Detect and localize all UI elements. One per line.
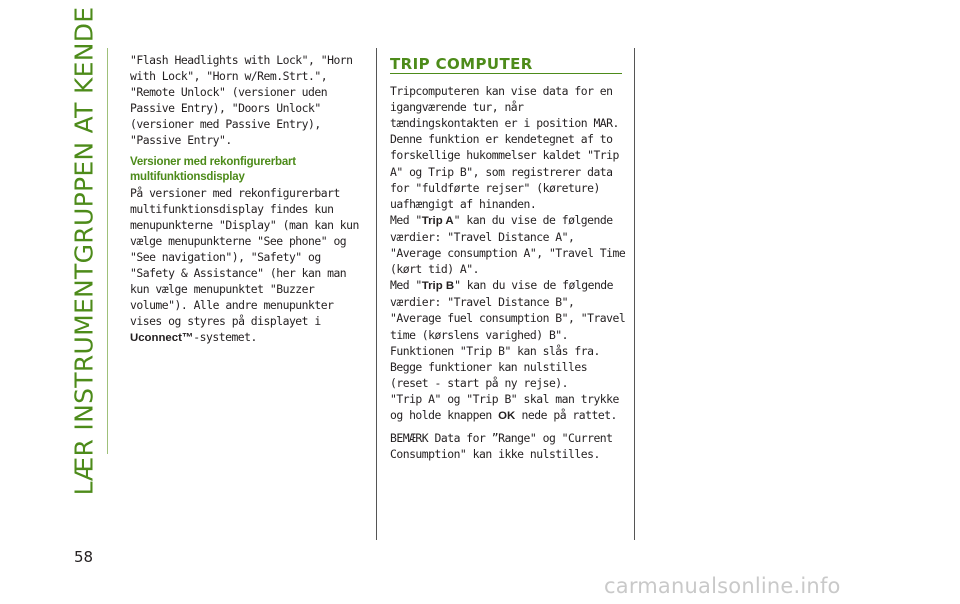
body-text: På versioner med rekonfigurerbart multifunktionsdisplay findes kun menupunkterne "Display" (man kan kun vælge menupunkterne "See phone" og "See navigation"), "Safety" og "Safety & Assistance" (her kan man kun vælge menupunktet "Buzzer volume"). Alle andre menupunkter vises og styres på displayet i [130,185,359,329]
page-number: 58 [74,548,94,566]
ok-button-paragraph [390,391,630,424]
subheading-reconfigurable-display: Versioner med rekonfigurerbart multifunktionsdisplay [130,155,296,183]
side-section-title [61,6,107,496]
trip-a-paragraph [390,212,630,277]
trip-a-prefix: Med " [390,212,422,227]
note-paragraph: BEMÆRK Data for ”Range" og "Current Consumption" kan ikke nulstilles. [390,431,613,462]
trip-b-text: " kan du vise de følgende værdier: "Travel Distance B", "Average fuel consumption B", "Travel time (kørslens varighed) B". Funktionen "Trip B" kan slås fra. [390,278,626,358]
ok-prefix: "Trip A" og "Trip B" skal man trykke og holde knappen [390,391,619,422]
ok-text: nede på rattet. [515,407,617,422]
reset-paragraph: Begge funktioner kan nulstilles (reset - start på ny rejse). [390,359,588,390]
trip-b-paragraph [390,277,630,358]
trip-a-term: Trip A [421,214,454,227]
body-text-end: -systemet. [193,330,257,345]
trip-b-term: Trip B [421,280,455,293]
trip-b-prefix: Med " [390,278,422,293]
uconnect-term: Uconnect™ [130,332,194,345]
trip-a-text: " kan du vise de følgende værdier: "Travel Distance A", "Average consumption A", "Travel Time (kørt tid) A". [390,212,626,277]
column-divider-left [376,48,377,540]
ok-term: OK [498,409,516,422]
watermark: carmanualsonline.info [604,574,841,598]
section-title-trip-computer: TRIP COMPUTER [390,56,622,74]
side-title-rule [107,48,108,454]
trip-intro-paragraph: Tripcomputeren kan vise data for en igangværende tur, når tændingskontakten er i position MAR. Denne funktion er kendetegnet af to forskellige hukommelser kaldet "Trip A" og Trip B", som registrerer data for "fuldførte rejser" (køreture) uafhængigt af hinanden. [390,84,619,211]
column-divider-right [634,48,635,540]
intro-paragraph: "Flash Headlights with Lock", "Horn with Lock", "Horn w/Rem.Strt.", "Remote Unlock" (versioner uden Passive Entry), "Doors Unlock" (versioner med Passive Entry), "Passive Entry". [130,53,353,148]
left-column [130,52,365,347]
right-column [390,56,630,462]
side-section-title-text: LÆR INSTRUMENTGRUPPEN AT KENDE [69,6,99,496]
body-paragraph [130,185,365,347]
